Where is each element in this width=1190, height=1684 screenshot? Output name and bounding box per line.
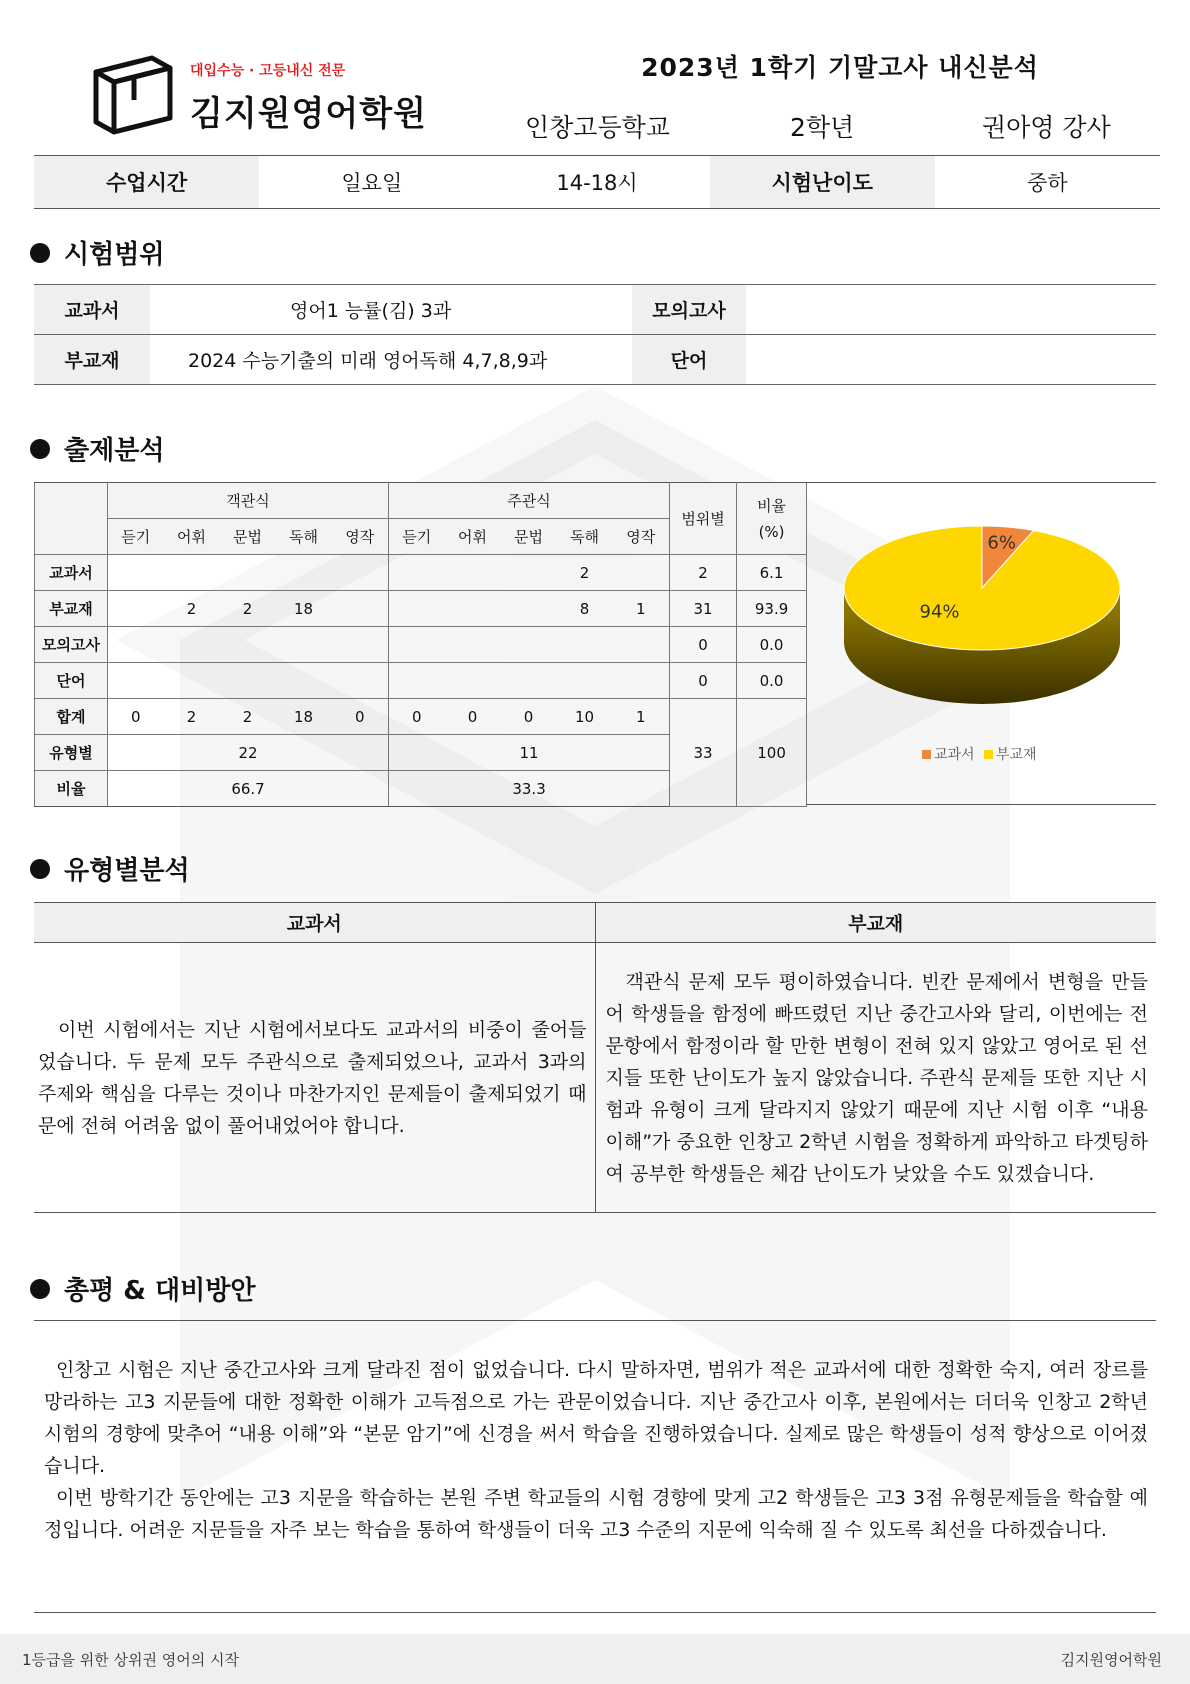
- grid-cell: 2: [164, 591, 220, 627]
- range-count-cell: 31: [670, 591, 737, 627]
- grid-cell: [445, 555, 501, 591]
- grid-data-row: [35, 663, 807, 699]
- section-heading-range: 시험범위: [30, 234, 164, 271]
- grid-cell: [389, 627, 445, 663]
- textbook-value: 영어1 능률(김) 3과: [150, 285, 632, 335]
- class-day: 일요일: [341, 171, 403, 195]
- grid-cell: 2: [220, 699, 276, 735]
- box-logo-icon: [90, 52, 176, 136]
- legend-label-0: 교과서: [934, 747, 975, 763]
- type-sub-text: 객관식 문제 모두 평이하였습니다. 빈칸 문제에서 변형을 만들어 학생들을 함정에 빠뜨렸던 지난 중간고사와 달리, 이번에는 전 문항에서 함정이라 할 만한 변형이 전혀 있지 않았고 영어로 된 선지들 또한 난이도가 높지 않았습니다. 주관식 문제들 또한 지난 시험과 유형이 크게 달라지지 않았기 때문에 지난 시험 이후 “내용 이해”가 중요한 인창고 2학년 시험을 정확하게 파악하고 타겟팅하여 공부한 학생들은 체감 난이도가 낮았을 수도 있겠습니다.: [595, 943, 1156, 1213]
- grid-cell: [445, 591, 501, 627]
- grid-data-row: [35, 627, 807, 663]
- subcol-header: 듣기: [389, 519, 445, 555]
- type-textbook-header: 교과서: [34, 903, 595, 943]
- subcol-header: 영작: [613, 519, 670, 555]
- page-footer: [0, 1634, 1190, 1684]
- grid-cell: [501, 627, 557, 663]
- grid-cell: [389, 663, 445, 699]
- difficulty-value: 중하: [1027, 171, 1068, 195]
- ratio-cell: 0.0: [737, 627, 807, 663]
- grid-cell: [164, 663, 220, 699]
- pie-slice-1: [844, 526, 1120, 650]
- grid-cell: [501, 591, 557, 627]
- ratio-cell: 100: [737, 699, 807, 807]
- report-title: 2023년 1학기 기말고사 내신분석: [641, 53, 1039, 82]
- section-heading-summary: 총평 & 대비방안: [30, 1270, 255, 1307]
- subcol-header: 어휘: [445, 519, 501, 555]
- row-label: 단어: [35, 663, 108, 699]
- grid-cell: 0: [332, 699, 389, 735]
- grid-cell: 0: [445, 699, 501, 735]
- objective-type-count: 22: [108, 735, 389, 771]
- chart-top-border: [806, 482, 1156, 483]
- sub-textbook-label: 부교재: [34, 335, 150, 385]
- per-range-header: 범위별: [670, 483, 737, 555]
- footer-academy: 김지원영어학원: [1060, 1650, 1162, 1669]
- row-label: 모의고사: [35, 627, 108, 663]
- ratio-cell: 0.0: [737, 663, 807, 699]
- grid-header-row: [35, 483, 807, 519]
- row-label: 부교재: [35, 591, 108, 627]
- grid-cell: 10: [557, 699, 613, 735]
- range-count-cell: 0: [670, 663, 737, 699]
- summary-paragraph-1: 인창고 시험은 지난 중간고사와 크게 달라진 점이 없었습니다. 다시 말하자면, 범위가 적은 교과서에 대한 정확한 숙지, 여러 장르를 망라하는 고3 지문들에 대한 정확한 이해가 고득점으로 가는 관문이었습니다. 지난 중간고사 이후, 본원에서는 더더욱 인창고 2학년 시험의 경향에 맞추어 “내용 이해”와 “본문 암기”에 신경을 써서 학습을 진행하였습니다. 실제로 많은 학생들이 성적 향상으로 이어졌습니다.: [44, 1359, 1148, 1477]
- grid-cell: [108, 627, 164, 663]
- section-heading-types: 유형별분석: [30, 850, 190, 887]
- grid-cell: [332, 663, 389, 699]
- summary-top-border: [34, 1320, 1156, 1321]
- type-sub-header: 부교재: [595, 903, 1156, 943]
- grid-cell: [557, 663, 613, 699]
- academy-slogan: 대입수능 · 고등내신 전문: [190, 63, 346, 79]
- grid-cell: [332, 627, 389, 663]
- grid-cell: [332, 591, 389, 627]
- pie-data-label-1: 94%: [919, 601, 960, 623]
- mock-exam-value: [746, 285, 1156, 335]
- subcol-header: 영작: [332, 519, 389, 555]
- subcol-header: 듣기: [108, 519, 164, 555]
- grid-data-row: [35, 591, 807, 627]
- grid-cell: [164, 627, 220, 663]
- grid-cell: [389, 591, 445, 627]
- grid-cell: [108, 663, 164, 699]
- class-time: 14-18시: [556, 171, 638, 195]
- bullet-icon: [30, 243, 50, 263]
- grid-cell: [389, 555, 445, 591]
- type-analysis-table: [34, 902, 1156, 1213]
- class-info-bar: [34, 155, 1160, 209]
- grid-cell: [445, 627, 501, 663]
- legend-swatch-1: [984, 750, 993, 759]
- grade: 2학년: [790, 113, 855, 142]
- subcol-header: 어휘: [164, 519, 220, 555]
- grid-cell: [501, 663, 557, 699]
- grid-cell: 18: [276, 699, 332, 735]
- ratio-pie-chart: [820, 510, 1150, 780]
- type-textbook-text: 이번 시험에서는 지난 시험에서보다도 교과서의 비중이 줄어들었습니다. 두 문제 모두 주관식으로 출제되었으나, 교과서 3과의 주제와 핵심을 다루는 것이나 마찬가지인 문제들이 출제되었기 때문에 전혀 어려움 없이 풀어내었어야 합니다.: [34, 943, 595, 1213]
- grid-cell: [613, 663, 670, 699]
- bullet-icon: [30, 439, 50, 459]
- chart-bottom-border: [806, 804, 1156, 805]
- row-label: 합계: [35, 699, 108, 735]
- row-label: 유형별: [35, 735, 108, 771]
- subcol-header: 독해: [557, 519, 613, 555]
- grid-cell: [276, 663, 332, 699]
- grid-cell: 2: [220, 591, 276, 627]
- summary-paragraph-2: 이번 방학기간 동안에는 고3 지문을 학습하는 본원 주변 학교들의 시험 경향에 맞게 고2 학생들은 고3 3점 유형문제들을 학습할 예정입니다. 어려운 지문들을 자주 보는 학습을 통하여 학생들이 더욱 고3 수준의 지문에 익숙해 질 수 있도록 최선을 다하겠습니다.: [44, 1487, 1148, 1541]
- teacher-name: 권아영 강사: [982, 113, 1111, 142]
- grid-cell: [276, 555, 332, 591]
- row-label: 교과서: [35, 555, 108, 591]
- grid-cell: 2: [557, 555, 613, 591]
- range-count-cell: 33: [670, 699, 737, 807]
- academy-name: 김지원영어학원: [190, 94, 427, 134]
- grid-cell: 0: [108, 699, 164, 735]
- grid-data-row: [35, 699, 807, 735]
- bullet-icon: [30, 1279, 50, 1299]
- grid-cell: [332, 555, 389, 591]
- bullet-icon: [30, 859, 50, 879]
- grid-cell: [557, 627, 613, 663]
- objective-type-ratio: 66.7: [108, 771, 389, 807]
- grid-cell: [613, 555, 670, 591]
- grid-corner-cell: [35, 483, 108, 555]
- class-time-label: 수업시간: [34, 156, 259, 208]
- grid-data-row: [35, 555, 807, 591]
- grid-cell: 2: [164, 699, 220, 735]
- grid-cell: [613, 627, 670, 663]
- grid-cell: 0: [389, 699, 445, 735]
- summary-bottom-border: [34, 1612, 1156, 1613]
- summary-text: [44, 1354, 1148, 1546]
- objective-header: 객관식: [108, 483, 389, 519]
- grid-cell: 0: [501, 699, 557, 735]
- difficulty-label: 시험난이도: [710, 156, 935, 208]
- section-heading-analysis: 출제분석: [30, 430, 164, 467]
- subjective-type-ratio: 33.3: [389, 771, 670, 807]
- range-count-cell: 2: [670, 555, 737, 591]
- subjective-header: 주관식: [389, 483, 670, 519]
- subcol-header: 문법: [220, 519, 276, 555]
- grid-cell: [501, 555, 557, 591]
- grid-cell: [220, 663, 276, 699]
- grid-cell: 18: [276, 591, 332, 627]
- grid-cell: [220, 555, 276, 591]
- ratio-header: 비율 (%): [737, 483, 807, 555]
- legend-swatch-0: [922, 750, 931, 759]
- subcol-header: 독해: [276, 519, 332, 555]
- textbook-label: 교과서: [34, 285, 150, 335]
- exam-range-table: [34, 284, 1156, 385]
- mock-exam-label: 모의고사: [632, 285, 746, 335]
- grid-cell: [220, 627, 276, 663]
- subjective-type-count: 11: [389, 735, 670, 771]
- sub-textbook-value: 2024 수능기출의 미래 영어독해 4,7,8,9과: [150, 335, 632, 385]
- grid-cell: [164, 555, 220, 591]
- footer-slogan: 1등급을 위한 상위권 영어의 시작: [22, 1650, 239, 1669]
- grid-cell: [108, 591, 164, 627]
- school-name: 인창고등학교: [525, 113, 670, 142]
- legend-label-1: 부교재: [996, 747, 1037, 763]
- pie-data-label-0: 6%: [987, 532, 1016, 554]
- subcol-header: 문법: [501, 519, 557, 555]
- vocab-value: [746, 335, 1156, 385]
- ratio-cell: 93.9: [737, 591, 807, 627]
- row-label: 비율: [35, 771, 108, 807]
- grid-cell: [276, 627, 332, 663]
- grid-cell: [108, 555, 164, 591]
- grid-cell: 1: [613, 591, 670, 627]
- grid-cell: 1: [613, 699, 670, 735]
- range-count-cell: 0: [670, 627, 737, 663]
- grid-cell: [445, 663, 501, 699]
- grid-cell: 8: [557, 591, 613, 627]
- vocab-label: 단어: [632, 335, 746, 385]
- ratio-cell: 6.1: [737, 555, 807, 591]
- question-analysis-table: [34, 482, 807, 807]
- academy-logo: [90, 52, 450, 142]
